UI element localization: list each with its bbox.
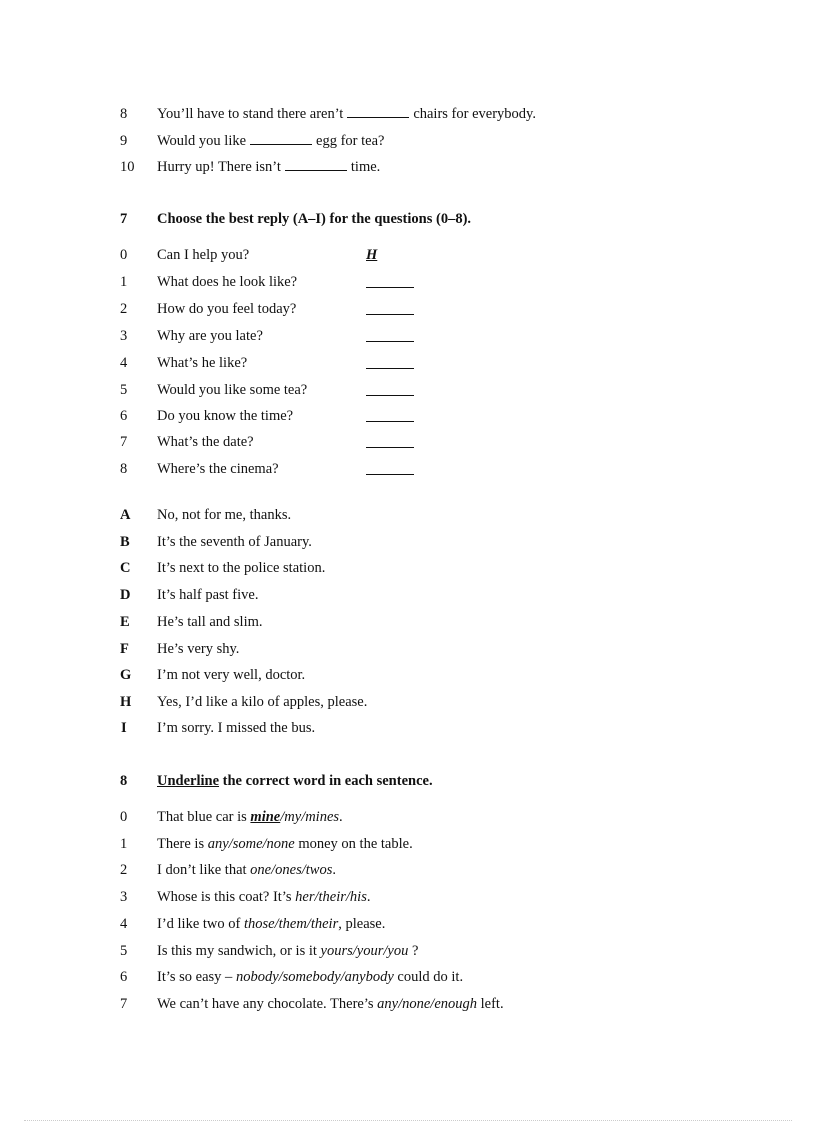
sentence-text-before: There is xyxy=(157,836,208,852)
answer-blank[interactable] xyxy=(366,380,414,396)
answer-blank[interactable] xyxy=(285,157,347,171)
underline-keyword: Underline xyxy=(157,773,220,789)
question-text: Where’s the cinema? xyxy=(157,461,279,477)
reply-text: He’s tall and slim. xyxy=(157,614,263,630)
reply-text: It’s next to the police station. xyxy=(157,560,326,576)
reply-letter: I xyxy=(121,720,127,736)
question-number: 4 xyxy=(120,355,128,371)
question-number: 0 xyxy=(120,247,128,263)
question-text: What does he look like? xyxy=(157,274,298,290)
sentence-text-after: , please. xyxy=(338,916,386,932)
sentence-text-after: could do it. xyxy=(393,969,464,985)
reply-letter: B xyxy=(120,534,130,550)
page-bottom-divider xyxy=(24,1120,792,1121)
word-options[interactable]: one/ones/twos xyxy=(250,862,333,878)
reply-letter: A xyxy=(120,507,131,523)
question-text: What’s he like? xyxy=(157,355,248,371)
question-number: 2 xyxy=(120,301,128,317)
item-number: 9 xyxy=(120,133,128,149)
reply-text: No, not for me, thanks. xyxy=(157,507,292,523)
sentence-text-after: money on the table. xyxy=(294,836,413,852)
reply-letter: H xyxy=(120,694,132,710)
answer-blank[interactable] xyxy=(366,299,414,315)
item-text-after: chairs for everybody. xyxy=(413,106,536,122)
answer-blank[interactable] xyxy=(366,353,414,369)
sentence-number: 4 xyxy=(120,916,128,932)
item-number: 8 xyxy=(120,106,128,122)
sentence-text-before: Is this my sandwich, or is it xyxy=(157,943,321,959)
word-options[interactable]: those/them/their xyxy=(243,916,339,932)
sentence-text-after: . xyxy=(339,809,343,825)
exercise-instruction xyxy=(157,771,433,791)
question-text: Can I help you? xyxy=(157,247,250,263)
example-answer: H xyxy=(366,247,378,263)
word-options[interactable]: /my/mines xyxy=(280,809,340,825)
sentence-text-before: That blue car is xyxy=(157,809,251,825)
word-options[interactable]: her/their/his xyxy=(295,889,367,905)
word-options[interactable]: any/none/enough xyxy=(377,996,478,1012)
question-text: Would you like some tea? xyxy=(157,382,308,398)
question-number: 1 xyxy=(120,274,128,290)
answer-blank[interactable] xyxy=(366,432,414,448)
question-text: How do you feel today? xyxy=(157,301,297,317)
item-number: 10 xyxy=(120,159,135,175)
sentence-number: 0 xyxy=(120,809,128,825)
item-text-before: Hurry up! There isn’t xyxy=(157,159,281,175)
reply-text: It’s the seventh of January. xyxy=(157,534,312,550)
sentence-text-after: . xyxy=(366,889,371,905)
question-number: 6 xyxy=(120,408,128,424)
question-number: 7 xyxy=(120,434,128,450)
question-number: 8 xyxy=(120,461,128,477)
reply-text: He’s very shy. xyxy=(157,641,240,657)
sentence-number: 3 xyxy=(120,889,128,905)
exercise-instruction: Choose the best reply (A–I) for the questions (0–8). xyxy=(157,211,472,227)
sentence-number: 2 xyxy=(120,862,128,878)
question-text: Do you know the time? xyxy=(157,408,294,424)
item-text-before: Would you like xyxy=(157,133,247,149)
answer-blank[interactable] xyxy=(366,272,414,288)
question-number: 3 xyxy=(120,328,128,344)
answer-blank[interactable] xyxy=(366,326,414,342)
sentence-number: 6 xyxy=(120,969,128,985)
question-number: 5 xyxy=(120,382,128,398)
sentence-text-after: . xyxy=(332,862,336,878)
reply-letter: D xyxy=(120,587,131,603)
sentence-text-before: I don’t like that xyxy=(157,862,251,878)
reply-letter: E xyxy=(120,614,130,630)
question-text: What’s the date? xyxy=(157,434,254,450)
question-text: Why are you late? xyxy=(157,328,263,344)
answer-blank[interactable] xyxy=(366,406,414,422)
reply-letter: C xyxy=(120,560,131,576)
reply-letter: G xyxy=(120,667,132,683)
reply-text: Yes, I’d like a kilo of apples, please. xyxy=(157,694,368,710)
item-text-after: egg for tea? xyxy=(316,133,385,149)
sentence-text-after: left. xyxy=(477,996,504,1012)
sentence-number: 1 xyxy=(120,836,128,852)
word-options[interactable]: yours/your/you xyxy=(320,943,409,959)
sentence-number: 7 xyxy=(120,996,128,1012)
word-options[interactable]: nobody/somebody/anybody xyxy=(235,969,394,985)
answer-blank[interactable] xyxy=(366,459,414,475)
reply-text: It’s half past five. xyxy=(157,587,259,603)
answer-blank[interactable] xyxy=(250,131,312,145)
sentence-text-before: We can’t have any chocolate. There’s xyxy=(157,996,378,1012)
reply-text: I’m sorry. I missed the bus. xyxy=(157,720,316,736)
exercise-number: 8 xyxy=(120,773,128,789)
item-text-before: You’ll have to stand there aren’t xyxy=(157,106,344,122)
example-underlined-word: mine xyxy=(250,809,281,825)
answer-blank[interactable] xyxy=(347,104,409,118)
exercise-number: 7 xyxy=(120,211,128,227)
sentence-number: 5 xyxy=(120,943,128,959)
item-text-after: time. xyxy=(350,159,381,175)
sentence-text-after: ? xyxy=(408,943,419,959)
sentence-text-before: It’s so easy – xyxy=(157,969,236,985)
reply-text: I’m not very well, doctor. xyxy=(157,667,306,683)
sentence-text-before: I’d like two of xyxy=(157,916,244,932)
sentence-text-before: Whose is this coat? It’s xyxy=(157,889,296,905)
reply-letter: F xyxy=(120,641,129,657)
word-options[interactable]: any/some/none xyxy=(207,836,295,852)
instruction-rest: the correct word in each sentence. xyxy=(219,773,433,789)
